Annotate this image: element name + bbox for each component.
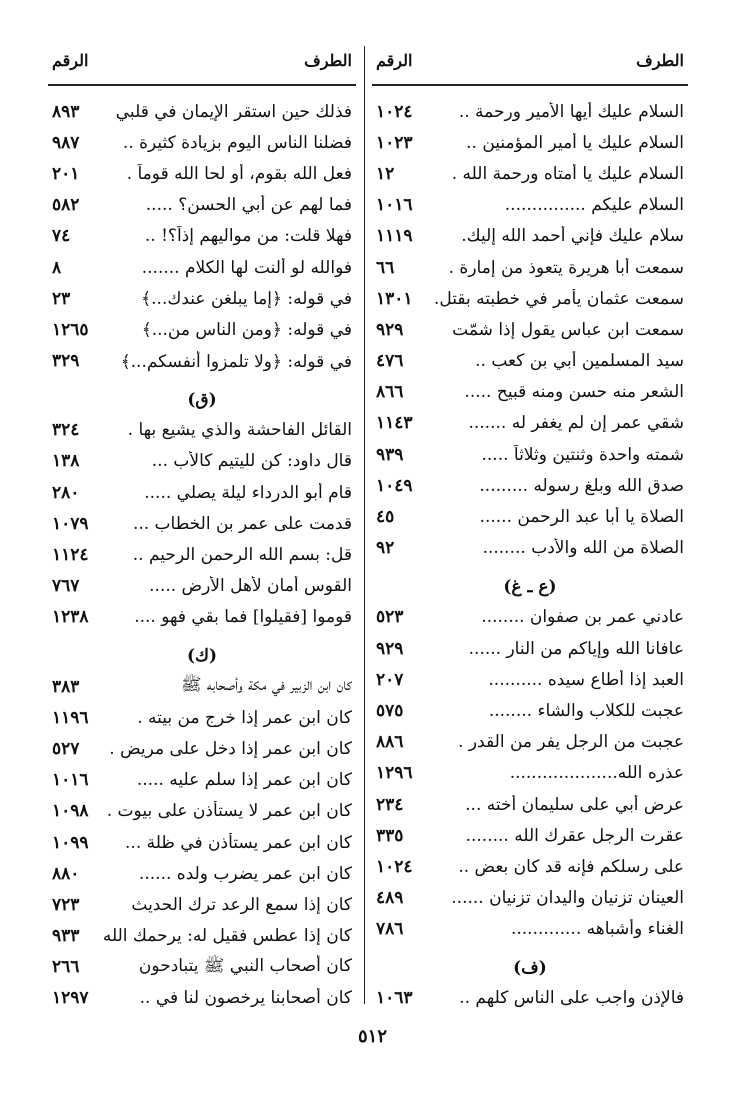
entry-text: شقي عمر إن لم يغفر له ....... bbox=[468, 413, 684, 434]
entry-text: كان ابن الزبير في مكة وأصحابه ﷺ bbox=[180, 675, 352, 696]
entry-number: ٢٣٤ bbox=[376, 794, 404, 815]
header-raqm-label: الرقم bbox=[52, 50, 89, 70]
entry-text: عذره الله.................... bbox=[509, 763, 684, 784]
entry-text: عادني عمر بن صفوان ........ bbox=[481, 607, 684, 628]
index-entry bbox=[372, 501, 688, 532]
index-entry bbox=[372, 190, 688, 221]
entry-text: السلام عليكم ............... bbox=[504, 195, 684, 216]
entry-number: ٤٥ bbox=[376, 507, 395, 528]
entry-text: العبد إذا أطاع سيده .......... bbox=[488, 669, 684, 690]
index-entry bbox=[48, 539, 356, 570]
section-heading: (ك) bbox=[186, 646, 218, 666]
index-entry bbox=[48, 702, 356, 733]
index-column-right bbox=[372, 48, 688, 1014]
entry-number: ١٢٩٦ bbox=[376, 763, 413, 784]
entry-text: سلام عليك فإني أحمد الله إليك. bbox=[461, 226, 684, 247]
index-entry bbox=[372, 439, 688, 470]
entry-number: ١٠٢٤ bbox=[376, 856, 413, 877]
entry-text: السلام عليك أيها الأمير ورحمة .. bbox=[458, 101, 684, 122]
index-entry bbox=[372, 602, 688, 633]
entry-text: سيد المسلمين أبي بن كعب .. bbox=[475, 351, 684, 372]
entry-text: عرض أبي على سليمان أخته ... bbox=[465, 794, 684, 815]
header-raqm-label: الرقم bbox=[376, 50, 413, 70]
entry-number: ١٣٨ bbox=[52, 451, 80, 472]
entry-number: ١٠٢٣ bbox=[376, 132, 413, 153]
index-entry bbox=[372, 789, 688, 820]
entry-number: ١٢٣٨ bbox=[52, 607, 89, 628]
entry-text: فعل الله بقوم، أو لحا الله قوماً . bbox=[126, 163, 352, 184]
entry-number: ٩٣٣ bbox=[52, 926, 80, 947]
entry-number: ٦٦ bbox=[376, 257, 395, 278]
header-tarf-label: الطرف bbox=[636, 50, 684, 70]
index-entry bbox=[372, 377, 688, 408]
entry-text: عافانا الله وإياكم من النار ...... bbox=[468, 638, 684, 659]
index-entry bbox=[372, 983, 688, 1014]
index-entry bbox=[48, 671, 356, 702]
index-entry bbox=[372, 533, 688, 564]
entry-text: في قوله: ﴿إما يبلغن عندك...﴾ bbox=[141, 289, 352, 310]
entry-text: كان ابن عمر يستأذن في ظلة ... bbox=[125, 832, 352, 853]
entry-number: ٧٤ bbox=[52, 226, 71, 247]
entry-text: كان إذا سمع الرعد ترك الحديث bbox=[131, 894, 352, 915]
entry-number: ٧٢٣ bbox=[52, 894, 80, 915]
header-tarf-label: الطرف bbox=[304, 50, 352, 70]
entry-text: كان ابن عمر إذا خرج من بيته . bbox=[137, 707, 352, 728]
entry-text: السلام عليك يا أمير المؤمنين .. bbox=[466, 132, 684, 153]
entry-number: ٨٦٦ bbox=[376, 382, 404, 403]
index-rows bbox=[48, 96, 356, 1014]
entry-number: ٩٣٩ bbox=[376, 444, 404, 465]
entry-number: ٨ bbox=[52, 257, 62, 278]
entry-text: العينان تزنيان واليدان تزنيان ...... bbox=[451, 888, 684, 909]
entry-text: كان ابن عمر يضرب ولده ...... bbox=[138, 863, 352, 884]
entry-text: صدق الله وبلغ رسوله ......... bbox=[479, 475, 684, 496]
index-entry bbox=[372, 727, 688, 758]
index-entry bbox=[48, 252, 356, 283]
index-entry bbox=[48, 952, 356, 983]
entry-text: كان ابن عمر إذا دخل على مريض . bbox=[109, 738, 352, 759]
index-entry bbox=[372, 820, 688, 851]
index-entry bbox=[48, 983, 356, 1014]
entry-text: كان ابن عمر لا يستأذن على بيوت . bbox=[106, 801, 352, 822]
section-heading: (ف) bbox=[513, 957, 547, 978]
column-divider bbox=[364, 46, 365, 1004]
entry-text: فهلا قلت: من مواليهم إذاً؟! .. bbox=[144, 226, 352, 247]
entry-number: ٧٦٧ bbox=[52, 576, 80, 597]
entry-text: قوموا [فقيلوا] فما بقي فهو .... bbox=[134, 607, 352, 628]
entry-text: كان أصحابنا يرخصون لنا في .. bbox=[139, 988, 352, 1009]
index-column-left bbox=[48, 48, 356, 1014]
entry-text: شمته واحدة وثنتين وثلاثاً ..... bbox=[481, 444, 684, 465]
entry-number: ٣٢٩ bbox=[52, 351, 80, 372]
index-entry bbox=[48, 602, 356, 633]
entry-number: ١٢ bbox=[376, 163, 395, 184]
entry-number: ٩٨٧ bbox=[52, 132, 80, 153]
entry-text: الصلاة يا أبا عبد الرحمن ...... bbox=[479, 507, 684, 528]
index-entry bbox=[372, 851, 688, 882]
entry-number: ٩٢٩ bbox=[376, 638, 404, 659]
entry-number: ٥٢٣ bbox=[376, 607, 404, 628]
index-entry bbox=[372, 283, 688, 314]
entry-number: ٩٢٩ bbox=[376, 319, 404, 340]
entry-text: سمعت ابن عباس يقول إذا شمّت bbox=[452, 319, 684, 340]
entry-text: كان إذا عطس فقيل له: يرحمك الله bbox=[102, 926, 352, 947]
entry-number: ١٠١٦ bbox=[376, 195, 413, 216]
entry-number: ١٠٤٩ bbox=[376, 475, 413, 496]
entry-number: ٨٨٦ bbox=[376, 732, 404, 753]
entry-number: ١٠٢٤ bbox=[376, 101, 413, 122]
index-entry bbox=[372, 127, 688, 158]
entry-number: ٩٢ bbox=[376, 538, 395, 559]
index-entry bbox=[48, 158, 356, 189]
entry-number: ١٣٠١ bbox=[376, 288, 413, 309]
entry-number: ٥٧٥ bbox=[376, 700, 404, 721]
entry-text: فالإذن واجب على الناس كلهم .. bbox=[459, 988, 684, 1009]
entry-number: ١٠١٦ bbox=[52, 770, 89, 791]
header-rule bbox=[372, 84, 688, 86]
entry-text: الشعر منه حسن ومنه قبيح ..... bbox=[464, 382, 684, 403]
entry-number: ١١٩٦ bbox=[52, 707, 89, 728]
index-entry bbox=[372, 221, 688, 252]
entry-text: في قوله: ﴿ومن الناس من...﴾ bbox=[141, 320, 352, 341]
index-entry bbox=[48, 96, 356, 127]
index-entry bbox=[372, 758, 688, 789]
index-entry bbox=[372, 346, 688, 377]
index-entry bbox=[48, 477, 356, 508]
entry-text: سمعت عثمان يأمر في خطبته بقتل. bbox=[433, 288, 684, 309]
column-header bbox=[48, 48, 356, 72]
entry-text: فذلك حين استقر الإيمان في قلبي bbox=[115, 101, 352, 122]
entry-number: ٢٠٧ bbox=[376, 669, 404, 690]
index-entry bbox=[48, 127, 356, 158]
index-rows bbox=[372, 96, 688, 1014]
entry-text: الصلاة من الله والأدب ........ bbox=[482, 538, 684, 559]
entry-number: ٣٣٥ bbox=[376, 825, 404, 846]
index-entry bbox=[48, 796, 356, 827]
entry-text: على رسلكم فإنه قد كان بعض .. bbox=[458, 856, 684, 877]
index-entry bbox=[48, 889, 356, 920]
index-entry bbox=[372, 408, 688, 439]
entry-number: ٢٦٦ bbox=[52, 957, 80, 978]
header-rule bbox=[48, 84, 356, 86]
entry-number: ١١١٩ bbox=[376, 226, 413, 247]
entry-text: السلام عليك يا أمتاه ورحمة الله . bbox=[451, 163, 684, 184]
entry-number: ٨٩٣ bbox=[52, 101, 80, 122]
index-entry bbox=[48, 415, 356, 446]
index-entry bbox=[372, 314, 688, 345]
entry-text: فما لهم عن أبي الحسن؟ ..... bbox=[145, 195, 352, 216]
entry-text: عقرت الرجل عقرك الله ........ bbox=[465, 825, 684, 846]
entry-text: القائل الفاحشة والذي يشيع بها . bbox=[127, 420, 352, 441]
index-entry bbox=[48, 346, 356, 377]
index-entry bbox=[48, 827, 356, 858]
index-entry bbox=[48, 508, 356, 539]
index-entry bbox=[372, 633, 688, 664]
index-entry bbox=[48, 190, 356, 221]
entry-number: ٥٢٧ bbox=[52, 738, 80, 759]
column-header bbox=[372, 48, 688, 72]
entry-text: في قوله: ﴿ولا تلمزوا أنفسكم...﴾ bbox=[120, 351, 352, 372]
entry-text: كان ابن عمر إذا سلم عليه ..... bbox=[136, 770, 352, 791]
entry-number: ١٢٩٧ bbox=[52, 988, 89, 1009]
index-entry bbox=[372, 695, 688, 726]
index-entry bbox=[372, 914, 688, 945]
index-entry bbox=[372, 470, 688, 501]
entry-number: ٤٨٩ bbox=[376, 888, 404, 909]
entry-number: ٢٨٠ bbox=[52, 482, 80, 503]
index-entry bbox=[48, 283, 356, 314]
index-entry bbox=[48, 921, 356, 952]
entry-number: ١٠٦٣ bbox=[376, 988, 413, 1009]
index-entry bbox=[372, 158, 688, 189]
entry-number: ٣٨٣ bbox=[52, 676, 80, 697]
entry-text: قدمت على عمر بن الخطاب ... bbox=[132, 513, 352, 534]
index-entry bbox=[372, 883, 688, 914]
entry-number: ٤٧٦ bbox=[376, 351, 404, 372]
entry-number: ٢٠١ bbox=[52, 163, 80, 184]
entry-text: كان أصحاب النبي ﷺ يتبادحون bbox=[138, 955, 352, 976]
index-entry bbox=[372, 252, 688, 283]
entry-text: عجبت من الرجل يفر من القدر . bbox=[458, 732, 684, 753]
index-entry bbox=[48, 314, 356, 345]
page-number: ٥١٢ bbox=[357, 1026, 387, 1047]
entry-text: الغناء وأشباهه ............. bbox=[510, 919, 684, 940]
entry-number: ١٠٧٩ bbox=[52, 513, 89, 534]
index-entry bbox=[48, 571, 356, 602]
index-entry bbox=[48, 446, 356, 477]
entry-text: قام أبو الدرداء ليلة يصلي ..... bbox=[144, 482, 352, 503]
index-entry bbox=[48, 858, 356, 889]
section-heading: (ق) bbox=[187, 389, 217, 410]
entry-number: ٣٢٤ bbox=[52, 420, 80, 441]
entry-text: القوس أمان لأهل الأرض ..... bbox=[149, 576, 352, 597]
index-entry bbox=[372, 664, 688, 695]
entry-number: ١١٢٤ bbox=[52, 545, 89, 566]
section-heading: (ع ـ غ) bbox=[503, 576, 557, 597]
index-entry bbox=[48, 765, 356, 796]
entry-number: ٥٨٢ bbox=[52, 195, 80, 216]
entry-text: فضلنا الناس اليوم بزيادة كثيرة .. bbox=[122, 132, 352, 153]
entry-number: ٧٨٦ bbox=[376, 919, 404, 940]
entry-text: سمعت أبا هريرة يتعوذ من إمارة . bbox=[448, 257, 684, 278]
entry-number: ١١٤٣ bbox=[376, 413, 413, 434]
index-entry bbox=[48, 221, 356, 252]
entry-number: ١٠٩٨ bbox=[52, 801, 89, 822]
index-entry bbox=[48, 733, 356, 764]
entry-text: عجبت للكلاب والشاء ........ bbox=[488, 700, 684, 721]
index-entry bbox=[372, 96, 688, 127]
entry-text: قل: بسم الله الرحمن الرحيم .. bbox=[132, 545, 352, 566]
entry-text: قال داود: كن لليتيم كالأب ... bbox=[151, 451, 352, 472]
entry-text: فوالله لو ألنت لها الكلام ....... bbox=[141, 257, 352, 278]
entry-number: ١٠٩٩ bbox=[52, 832, 89, 853]
entry-number: ٢٣ bbox=[52, 288, 71, 309]
entry-number: ١٢٦٥ bbox=[52, 319, 89, 340]
entry-number: ٨٨٠ bbox=[52, 863, 80, 884]
